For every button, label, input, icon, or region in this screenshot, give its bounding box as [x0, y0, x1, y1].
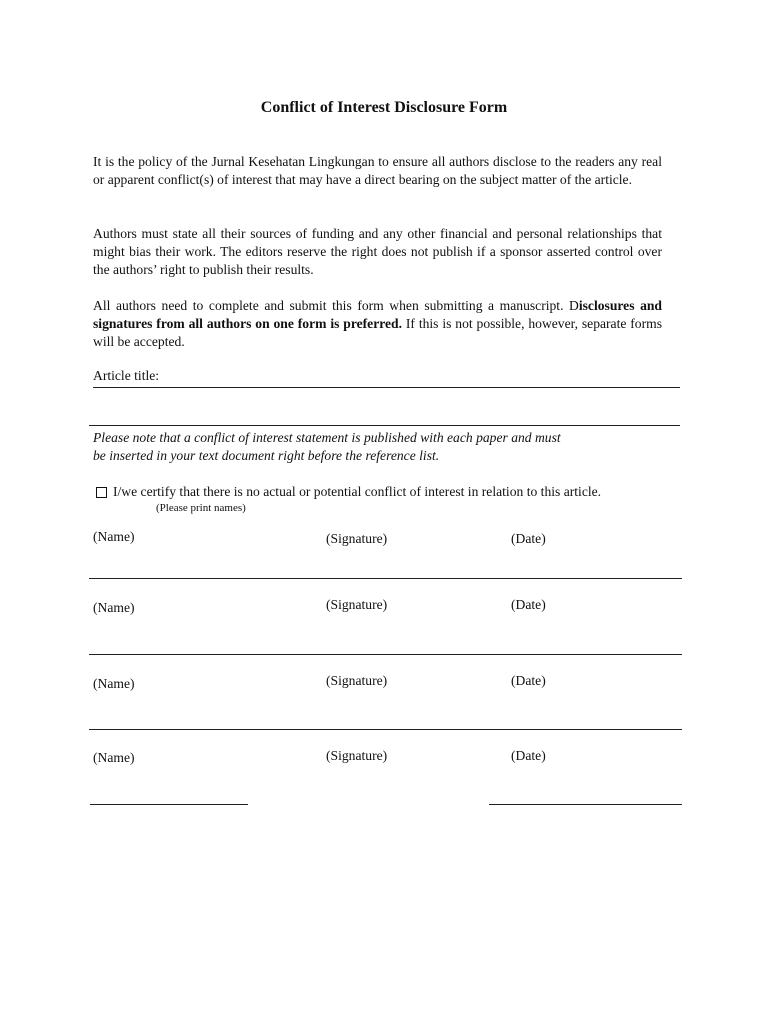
signature-label: (Signature)	[326, 531, 388, 546]
name-line[interactable]	[90, 804, 248, 805]
date-line[interactable]	[489, 804, 682, 805]
funding-paragraph: Authors must state all their sources of funding and any other financial and personal relationships that might bias their work. The editors reserve the right does not publish if a sponsor asserted control over the authors’ right to publish their results.	[93, 226, 662, 277]
publication-note-line-2: be inserted in your text document right before the reference list.	[93, 448, 440, 463]
certify-statement	[96, 484, 601, 500]
date-label: (Date)	[511, 531, 546, 546]
certify-text: I/we certify that there is no actual or potential conflict of interest in relation to this article.	[113, 484, 602, 499]
signature-label: (Signature)	[326, 673, 388, 688]
submission-paragraph-end: If this is not possible, however, separate forms will be accepted.	[93, 316, 662, 349]
name-label: (Name)	[93, 529, 135, 544]
publication-note-line-1: Please note that a conflict of interest statement is published with each paper and must	[93, 430, 561, 445]
form-title: Conflict of Interest Disclosure Form	[260, 99, 508, 116]
article-title-label: Article title:	[93, 368, 160, 383]
signature-row-line[interactable]	[89, 729, 682, 730]
name-label: (Name)	[93, 676, 135, 691]
signature-label: (Signature)	[326, 597, 388, 612]
submission-paragraph-start: All authors need to complete and submit this form when submitting a manuscript. D	[93, 298, 579, 313]
article-title-line-1[interactable]	[93, 387, 680, 388]
article-title-line-2[interactable]	[89, 425, 680, 426]
signature-label: (Signature)	[326, 748, 388, 763]
submission-paragraph	[93, 297, 662, 351]
name-label: (Name)	[93, 750, 135, 765]
date-label: (Date)	[511, 673, 546, 688]
submission-paragraph-bold: isclosures and signatures from all authors on one form is preferred.	[93, 298, 662, 331]
date-label: (Date)	[511, 748, 546, 763]
date-label: (Date)	[511, 597, 546, 612]
publication-note	[93, 429, 653, 465]
signature-row-line[interactable]	[89, 654, 682, 655]
name-label: (Name)	[93, 600, 135, 615]
print-names-note: (Please print names)	[156, 502, 246, 514]
certify-checkbox[interactable]	[96, 487, 107, 498]
signature-row-line[interactable]	[89, 578, 682, 579]
policy-paragraph: It is the policy of the Jurnal Kesehatan Lingkungan to ensure all authors disclose to the readers any real or apparent conflict(s) of interest that may have a direct bearing on the subject matter of the article.	[93, 154, 662, 187]
